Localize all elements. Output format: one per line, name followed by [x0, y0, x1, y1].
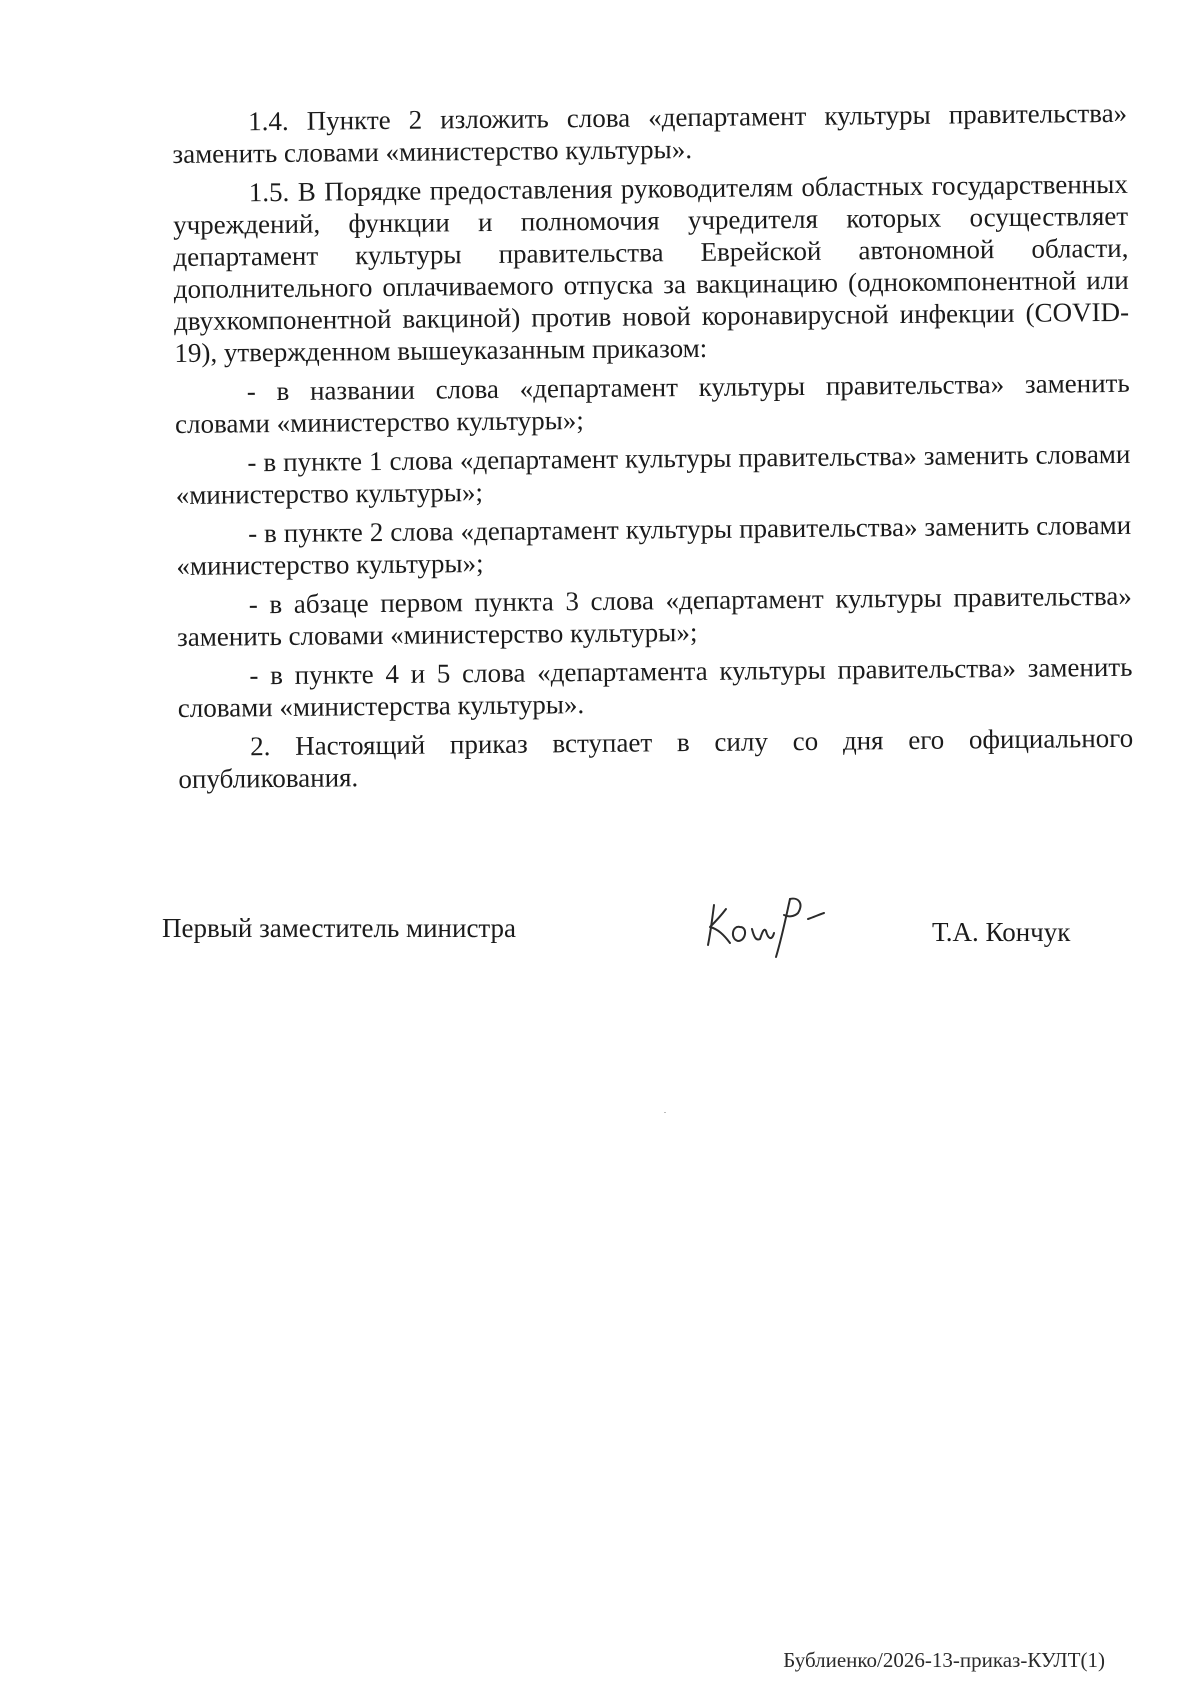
list-item-point-3: - в абзаце первом пункта 3 слова «департамент культуры правительства» заменить словами «министерство культуры»;	[176, 580, 1132, 652]
paragraph-2: 2. Настоящий приказ вступает в силу со дня его официального опубликования.	[178, 722, 1134, 794]
signatory-name: Т.А. Кончук	[932, 917, 1071, 947]
list-item-point-2: - в пункте 2 слова «департамент культуры правительства» заменить словами «министерство культуры»;	[176, 509, 1132, 581]
list-item-point-1: - в пункте 1 слова «департамент культуры правительства» заменить словами «министерство культуры»;	[175, 438, 1131, 510]
list-item-point-4-5: - в пункте 4 и 5 слова «департамента культуры правительства» заменить словами «министерства культуры».	[177, 651, 1133, 723]
document-body	[172, 97, 1134, 802]
handwritten-signature	[702, 887, 832, 959]
paragraph-1-4: 1.4. Пункте 2 изложить слова «департамент культуры правительства» заменить словами «министерство культуры».	[172, 97, 1128, 169]
signature-block	[162, 905, 1122, 985]
signatory-position: Первый заместитель министра	[162, 913, 517, 943]
document-reference: Бублиенко/2026-13-приказ-КУЛТ(1)	[783, 1648, 1105, 1672]
list-item-title: - в названии слова «департамент культуры правительства» заменить словами «министерство культуры»;	[174, 367, 1130, 439]
paragraph-1-5: 1.5. В Порядке предоставления руководителям областных государственных учреждений, функции и полномочия учредителя которых осуществляет департамент культуры правительства Еврейской автономной области, дополнительного оплачиваемого отпуска за вакцинацию (однокомпонентной или двухкомпонентной вакциной) против новой коронавирусной инфекции (COVID-19), утвержденном вышеуказанным приказом:	[172, 168, 1130, 368]
scan-speck	[664, 1112, 666, 1113]
